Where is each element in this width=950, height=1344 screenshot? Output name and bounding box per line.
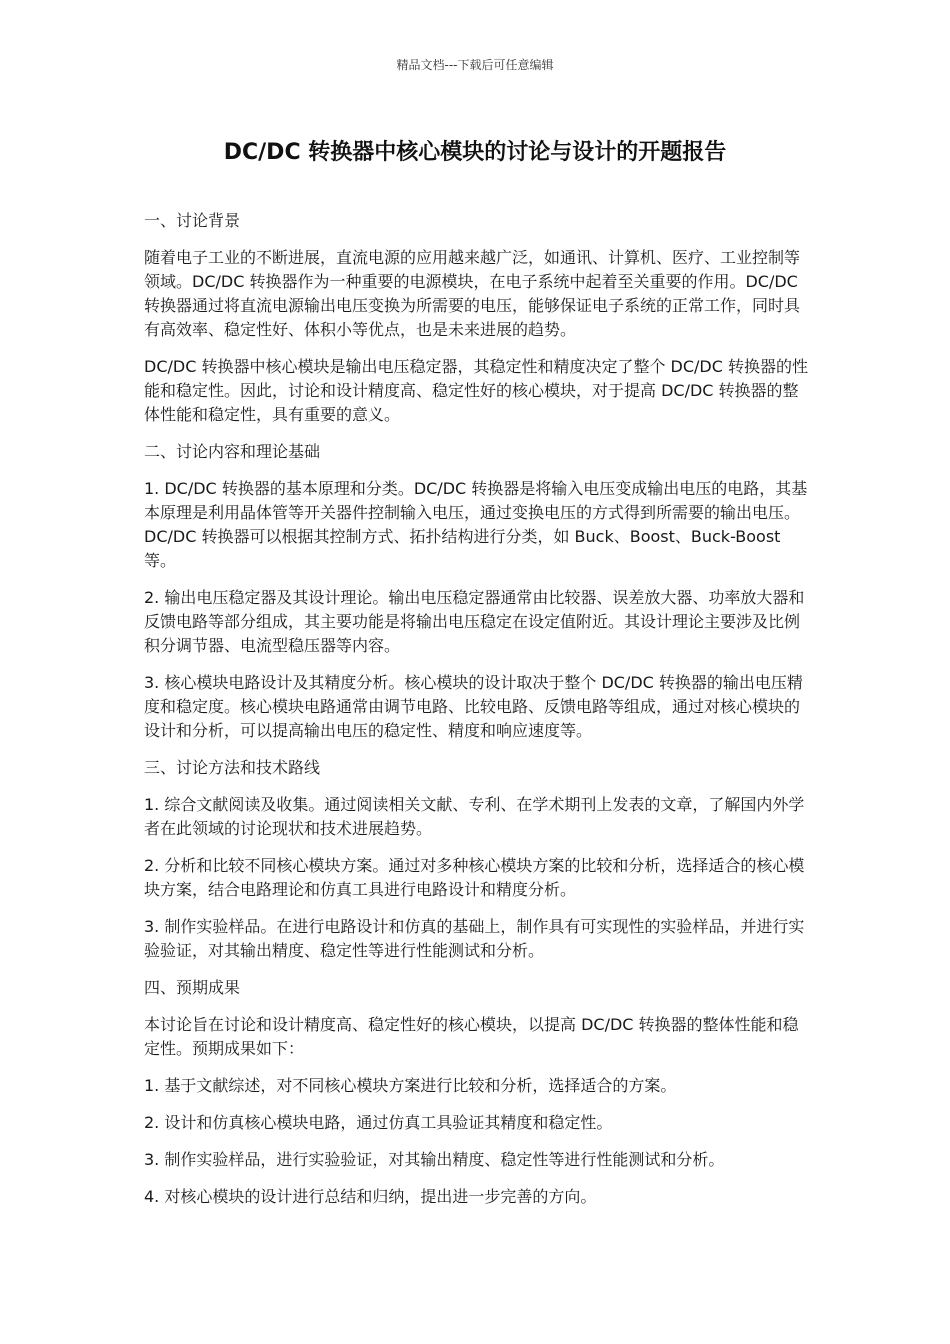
section-heading-methods: 三、讨论方法和技术路线 — [144, 758, 321, 777]
list-item: 2. 设计和仿真核心模块电路，通过仿真工具验证其精度和稳定性。 — [144, 1113, 613, 1132]
list-item: 4. 对核心模块的设计进行总结和归纳，提出进一步完善的方向。 — [144, 1187, 597, 1206]
page-header: 精品文档---下载后可任意编辑 — [396, 58, 554, 72]
paragraph: 2. 输出电压稳定器及其设计理论。输出电压稳定器通常由比较器、误差放大器、功率放大器和反馈电路等部分组成，其主要功能是将输出电压稳定在设定值附近。其设计理论主要涉及比例积分调节器、电流型稳压器等内容。 — [144, 588, 805, 655]
section-heading-background: 一、讨论背景 — [144, 211, 241, 230]
document-body — [144, 209, 808, 1222]
paragraph: 本讨论旨在讨论和设计精度高、稳定性好的核心模块，以提高 DC/DC 转换器的整体性能和稳定性。预期成果如下： — [144, 1015, 799, 1058]
section-heading-outcomes: 四、预期成果 — [144, 978, 241, 997]
paragraph: 随着电子工业的不断进展，直流电源的应用越来越广泛，如通讯、计算机、医疗、工业控制等领域。DC/DC 转换器作为一种重要的电源模块，在电子系统中起着至关重要的作用。DC/DC 转换器通过将直流电源输出电压变换为所需要的电压，能够保证电子系统的正常工作，同时具有高效率、稳定性好、体积小等优点，也是未来进展的趋势。 — [144, 248, 801, 339]
paragraph: 3. 制作实验样品。在进行电路设计和仿真的基础上，制作具有可实现性的实验样品，并进行实验验证，对其输出精度、稳定性等进行性能测试和分析。 — [144, 917, 805, 960]
section-heading-content: 二、讨论内容和理论基础 — [144, 442, 321, 461]
list-item: 3. 制作实验样品，进行实验验证，对其输出精度、稳定性等进行性能测试和分析。 — [144, 1150, 725, 1169]
paragraph: DC/DC 转换器中核心模块是输出电压稳定器，其稳定性和精度决定了整个 DC/DC 转换器的性能和稳定性。因此，讨论和设计精度高、稳定性好的核心模块，对于提高 DC/DC 转换器的整体性能和稳定性，具有重要的意义。 — [144, 357, 809, 424]
document-title: DC/DC 转换器中核心模块的讨论与设计的开题报告 — [223, 140, 727, 165]
paragraph: 3. 核心模块电路设计及其精度分析。核心模块的设计取决于整个 DC/DC 转换器的输出电压精度和稳定度。核心模块电路通常由调节电路、比较电路、反馈电路等组成，通过对核心模块的设计和分析，可以提高输出电压的稳定性、精度和响应速度等。 — [144, 673, 803, 740]
paragraph: 1. DC/DC 转换器的基本原理和分类。DC/DC 转换器是将输入电压变成输出电压的电路，其基本原理是利用晶体管等开关器件控制输入电压，通过变换电压的方式得到所需要的输出电压。DC/DC 转换器可以根据其控制方式、拓扑结构进行分类，如 Buck、Boost、Buck-Boost 等。 — [144, 479, 808, 570]
paragraph: 2. 分析和比较不同核心模块方案。通过对多种核心模块方案的比较和分析，选择适合的核心模块方案，结合电路理论和仿真工具进行电路设计和精度分析。 — [144, 856, 805, 899]
list-item: 1. 基于文献综述，对不同核心模块方案进行比较和分析，选择适合的方案。 — [144, 1076, 677, 1095]
paragraph: 1. 综合文献阅读及收集。通过阅读相关文献、专利、在学术期刊上发表的文章，了解国内外学者在此领域的讨论现状和技术进展趋势。 — [144, 795, 805, 838]
